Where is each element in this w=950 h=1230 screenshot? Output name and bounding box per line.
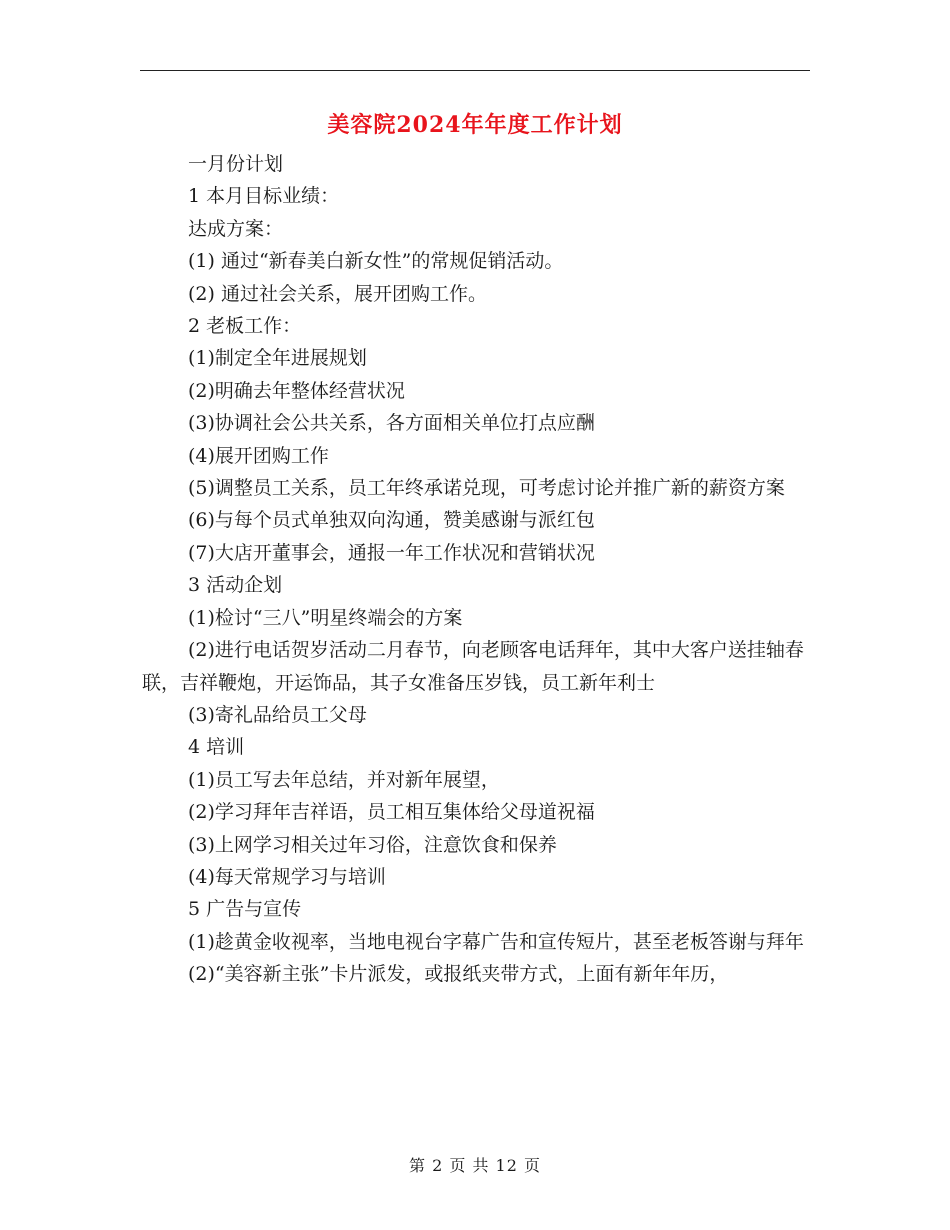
paragraph: 一月份计划 [188, 153, 284, 175]
header-rule [140, 70, 810, 71]
paragraph: (3)协调社会公共关系，各方面相关单位打点应酬 [188, 412, 595, 435]
paragraph: (1)员工写去年总结，并对新年展望， [188, 768, 500, 791]
paragraph: (4)展开团购工作 [188, 444, 329, 467]
paragraph: 达成方案： [188, 217, 284, 240]
paragraph: (6)与每个员式单独双向沟通，赞美感谢与派红包 [188, 509, 595, 532]
paragraph: 4 培训 [188, 736, 245, 759]
paragraph: 2 老板工作： [188, 315, 302, 338]
paragraph: (1)趁黄金收视率，当地电视台字幕广告和宣传短片，甚至老板答谢与拜年 [188, 930, 804, 953]
paragraph: (2)“美容新主张”卡片派发，或报纸夹带方式，上面有新年年历， [188, 963, 729, 986]
paragraph: (2)学习拜年吉祥语，员工相互集体给父母道祝福 [188, 801, 595, 824]
paragraph: (7)大店开董事会，通报一年工作状况和营销状况 [188, 541, 595, 564]
paragraph: (2)进行电话贺岁活动二月春节，向老顾客电话拜年，其中大客户送挂轴春联，吉祥鞭炮，开运饰品，其子女准备压岁钱，员工新年利士 [142, 639, 804, 694]
paragraph: (3)寄礼品给员工父母 [188, 703, 367, 726]
paragraph: (2) 通过社会关系，展开团购工作。 [188, 282, 487, 305]
paragraph: (3)上网学习相关过年习俗，注意饮食和保养 [188, 833, 557, 856]
document-body [142, 148, 810, 991]
paragraph: 3 活动企划 [188, 574, 283, 597]
paragraph: 5 广告与宣传 [188, 898, 302, 921]
paragraph: (1)检讨“三八”明星终端会的方案 [188, 606, 463, 629]
paragraph: (1) 通过“新春美白新女性”的常规促销活动。 [188, 250, 564, 273]
document-title: 美容院2024年年度工作计划 [327, 112, 623, 138]
page-footer: 第 2 页 共 12 页 [409, 1156, 541, 1175]
paragraph: (5)调整员工关系，员工年终承诺兑现，可考虑讨论并推广新的薪资方案 [188, 477, 785, 500]
paragraph: (2)明确去年整体经营状况 [188, 379, 405, 402]
paragraph: (4)每天常规学习与培训 [188, 865, 386, 888]
paragraph: 1 本月目标业绩： [188, 185, 340, 208]
paragraph: (1)制定全年进展规划 [188, 347, 367, 370]
